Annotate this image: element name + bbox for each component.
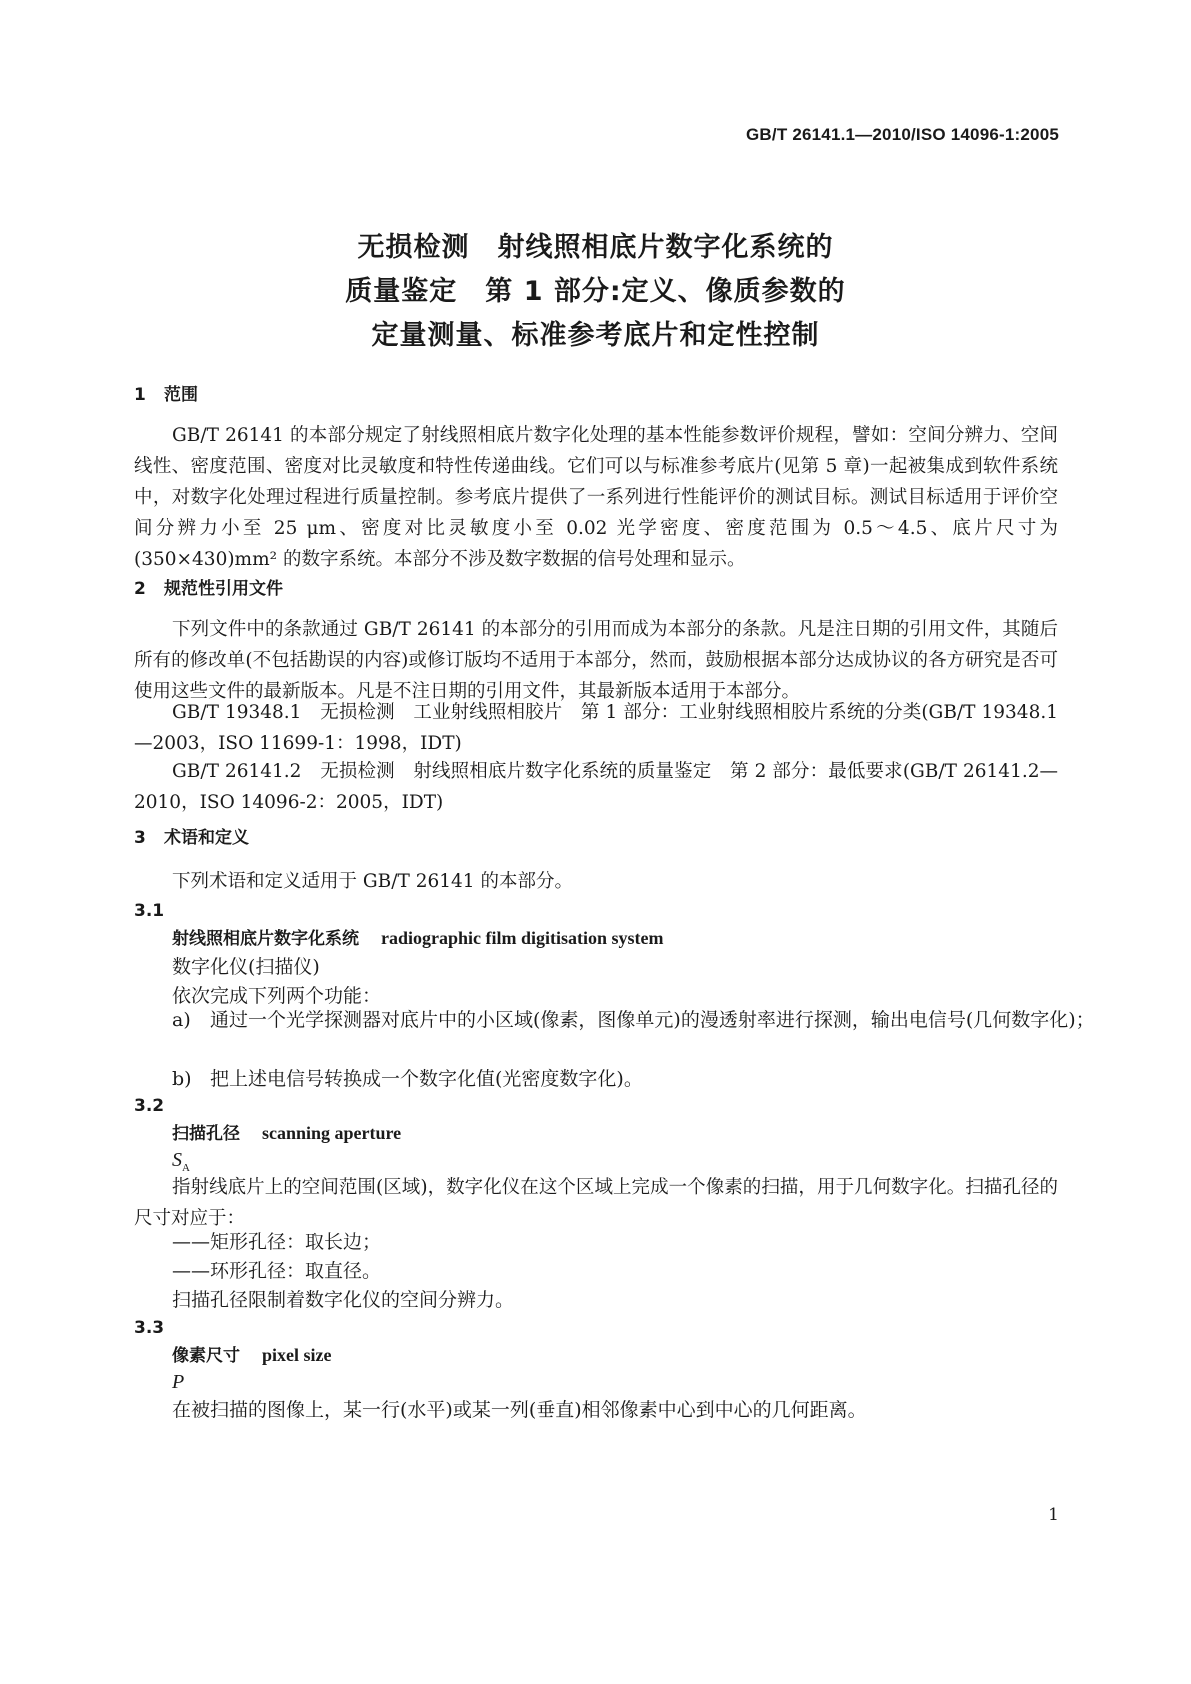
- term-chinese: 像素尺寸: [172, 1346, 240, 1366]
- section-number: 3: [134, 828, 146, 848]
- section-title: 规范性引用文件: [164, 579, 283, 599]
- term-3-3-symbol: P: [172, 1371, 185, 1393]
- section-number: 2: [134, 579, 146, 599]
- list-text: 把上述电信号转换成一个数字化值(光密度数字化)。: [210, 1068, 643, 1090]
- section-2-heading: [134, 574, 1058, 605]
- term-3-2-note: 扫描孔径限制着数字化仪的空间分辨力。: [172, 1289, 515, 1311]
- list-marker: a): [172, 1009, 191, 1031]
- section-3-intro: 下列术语和定义适用于 GB/T 26141 的本部分。: [172, 871, 573, 892]
- section-1-heading: [134, 380, 1058, 411]
- section-3-heading: [134, 823, 1058, 854]
- section-number: 1: [134, 385, 146, 405]
- document-title: [0, 226, 1191, 358]
- title-line-3: 定量测量、标准参考底片和定性控制: [371, 320, 820, 351]
- standard-code: GB/T 26141.1—2010/ISO 14096-1:2005: [746, 125, 1059, 144]
- term-chinese: 射线照相底片数字化系统: [172, 929, 359, 949]
- term-chinese: 扫描孔径: [172, 1124, 240, 1144]
- title-line-2: 质量鉴定 第 1 部分:定义、像质参数的: [345, 276, 846, 307]
- term-3-2-number: 3.2: [134, 1096, 165, 1116]
- symbol-letter: S: [172, 1149, 182, 1171]
- symbol-subscript: A: [182, 1162, 190, 1174]
- term-english: radiographic film digitisation system: [381, 928, 664, 948]
- term-3-3-definition: 在被扫描的图像上，某一行(水平)或某一列(垂直)相邻像素中心到中心的几何距离。: [172, 1399, 867, 1421]
- term-3-3-number: 3.3: [134, 1318, 165, 1338]
- term-english: scanning aperture: [262, 1123, 402, 1143]
- list-marker: b): [172, 1068, 192, 1090]
- section-2-paragraph: 下列文件中的条款通过 GB/T 26141 的本部分的引用而成为本部分的条款。凡是注日期的引用文件，其随后所有的修改单(不包括勘误的内容)或修订版均不适用于本部分，然而，鼓励根据本部分达成协议的各方研究是否可使用这些文件的最新版本。凡是不注日期的引用文件，其最新版本适用于本部分。: [134, 619, 1058, 702]
- term-3-2-definition: 指射线底片上的空间范围(区域)，数字化仪在这个区域上完成一个像素的扫描，用于几何数字化。扫描孔径的尺寸对应于：: [134, 1177, 1058, 1229]
- term-english: pixel size: [262, 1345, 332, 1365]
- section-1-paragraph: GB/T 26141 的本部分规定了射线照相底片数字化处理的基本性能参数评价规程，譬如：空间分辨力、空间线性、密度范围、密度对比灵敏度和特性传递曲线。它们可以与标准参考底片(见第 5 章)一起被集成到软件系统中，对数字化处理过程进行质量控制。参考底片提供了一系列进行性能评价的测试目标。测试目标适用于评价空间分辨力小至 25 μm、密度对比灵敏度小至 0.02 光学密度、密度范围为 0.5～4.5、底片尺寸为(350×430)mm² 的数字系统。本部分不涉及数字数据的信号处理和显示。: [134, 425, 1058, 570]
- list-text: 通过一个光学探测器对底片中的小区域(像素，图像单元)的漫透射率进行探测，输出电信号(几何数字化)；: [210, 1009, 1095, 1031]
- normative-reference-1: GB/T 19348.1 无损检测 工业射线照相胶片 第 1 部分：工业射线照相胶片系统的分类(GB/T 19348.1—2003，ISO 11699-1：1998，IDT): [134, 702, 1058, 754]
- list-item-a: [134, 1005, 1134, 1036]
- section-title: 术语和定义: [164, 828, 249, 848]
- title-line-1: 无损检测 射线照相底片数字化系统的: [357, 232, 834, 263]
- term-3-1-number: 3.1: [134, 901, 165, 921]
- term-3-1-heading: [134, 923, 1096, 955]
- page-number: 1: [1048, 1505, 1059, 1525]
- term-3-1-definition: 依次完成下列两个功能：: [172, 985, 382, 1007]
- dash-item-circular: ——环形孔径：取直径。: [172, 1260, 382, 1282]
- normative-reference-2: GB/T 26141.2 无损检测 射线照相底片数字化系统的质量鉴定 第 2 部分：最低要求(GB/T 26141.2—2010，ISO 14096-2：2005，IDT): [134, 761, 1058, 813]
- dash-item-rectangular: ——矩形孔径：取长边；: [172, 1231, 382, 1253]
- term-3-1-alternative: 数字化仪(扫描仪): [172, 956, 320, 978]
- section-title: 范围: [164, 385, 198, 405]
